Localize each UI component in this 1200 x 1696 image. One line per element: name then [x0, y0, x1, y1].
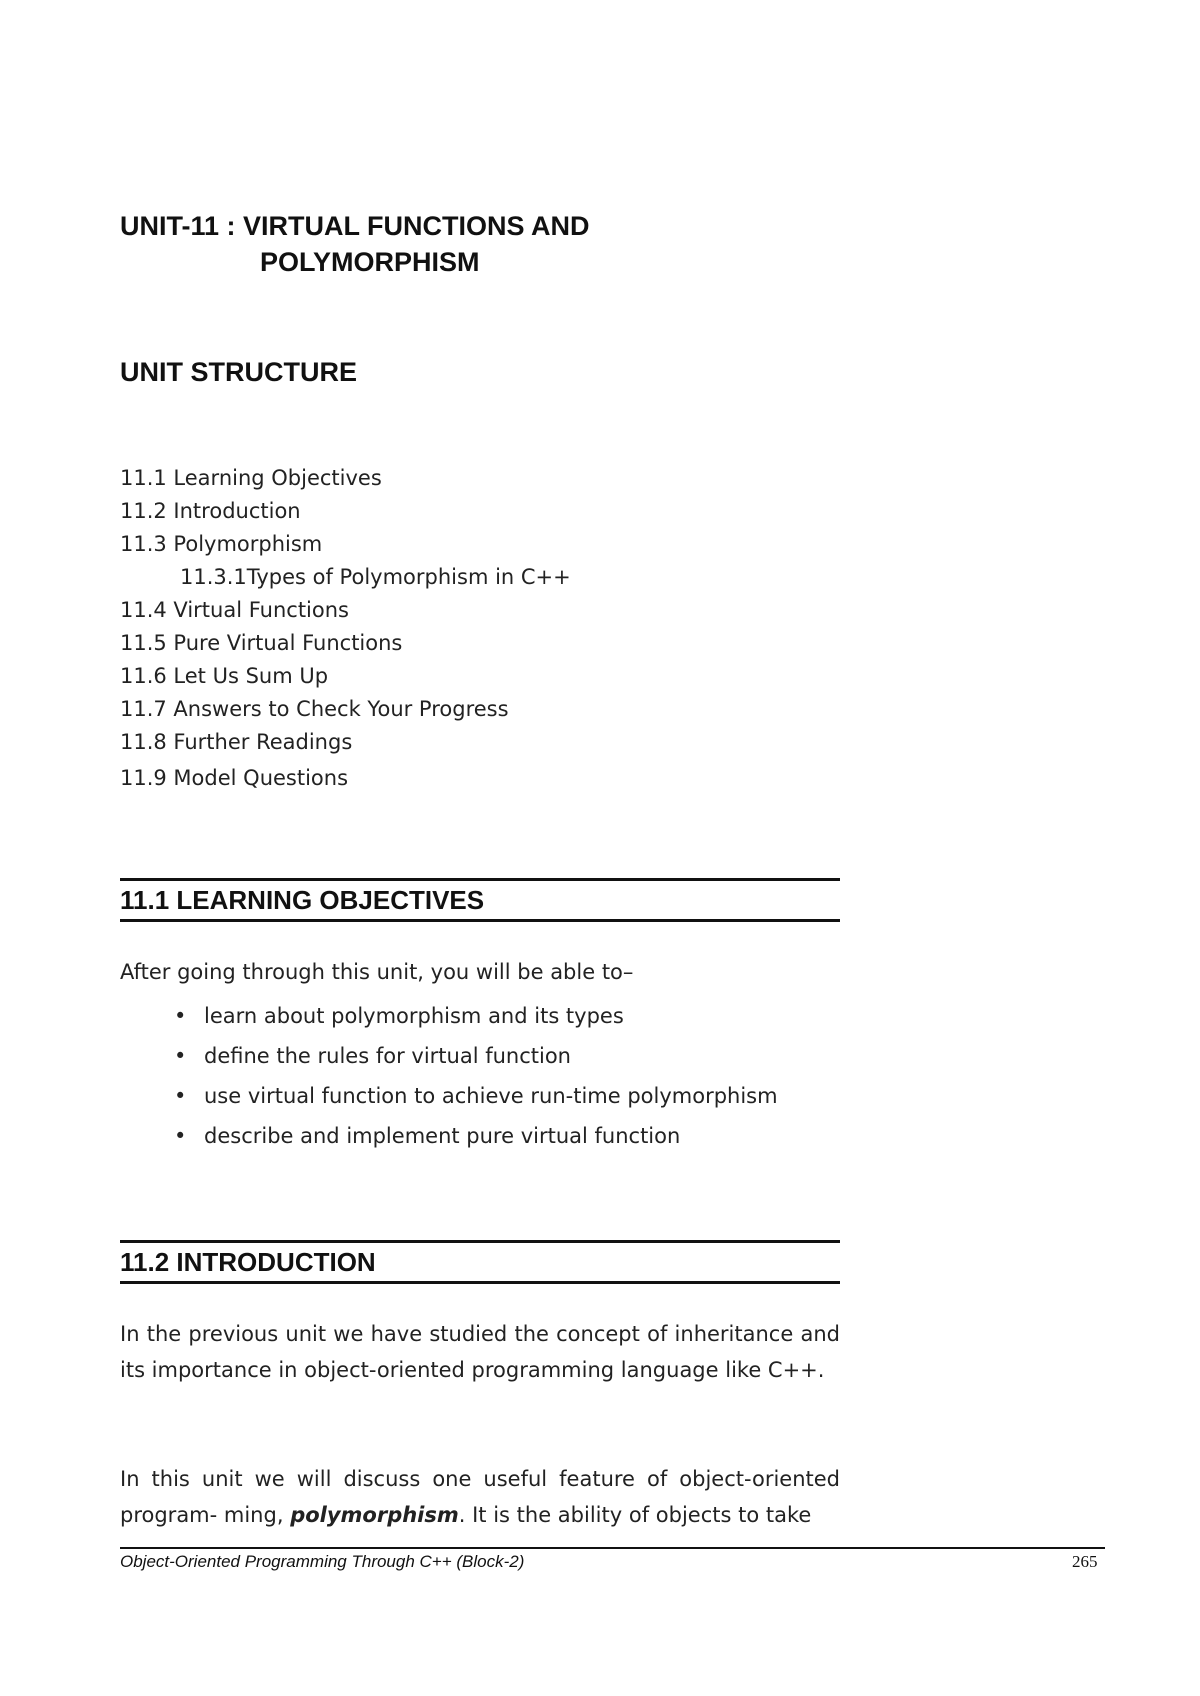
list-item-text: define the rules for virtual function	[204, 1044, 571, 1068]
list-item-text: use virtual function to achieve run-time polymorphism	[204, 1084, 778, 1108]
unit-title-line1: UNIT-11 : VIRTUAL FUNCTIONS AND	[120, 211, 590, 241]
unit-structure-heading: UNIT STRUCTURE	[120, 357, 357, 387]
section-heading-learning-objectives: 11.1 LEARNING OBJECTIVES	[120, 885, 485, 915]
list-item-text: describe and implement pure virtual function	[204, 1124, 681, 1148]
page-number: 265	[1072, 1552, 1098, 1571]
intro-paragraph-2	[120, 1461, 840, 1533]
bullet-icon: •	[174, 1084, 187, 1108]
list-item	[172, 1002, 778, 1042]
list-item-text: learn about polymorphism and its types	[204, 1004, 624, 1028]
toc-item: 11.5 Pure Virtual Functions	[120, 631, 403, 655]
toc-item: 11.6 Let Us Sum Up	[120, 664, 329, 688]
intro-paragraph-1: In the previous unit we have studied the concept of inheritance and its importance in object-oriented programming language like C++.	[120, 1322, 840, 1382]
list-item	[172, 1042, 778, 1082]
unit-title	[120, 208, 590, 280]
section-heading-band	[120, 1240, 840, 1284]
list-item	[172, 1122, 778, 1162]
toc-item: 11.3 Polymorphism	[120, 532, 323, 556]
section-heading-introduction: 11.2 INTRODUCTION	[120, 1247, 376, 1277]
footer-book-title: Object-Oriented Programming Through C++ (Block-2)	[120, 1552, 525, 1571]
toc-item: 11.1 Learning Objectives	[120, 466, 382, 490]
objectives-list	[172, 1002, 778, 1162]
footer-divider	[120, 1547, 1105, 1549]
emphasis-term: polymorphism	[290, 1503, 459, 1527]
toc-subitem: 11.3.1Types of Polymorphism in C++	[180, 565, 571, 589]
toc-item: 11.8 Further Readings	[120, 730, 353, 754]
unit-title-line2: POLYMORPHISM	[260, 247, 480, 277]
paragraph-text: In this unit we will discuss one useful feature of object-oriented program- ming,	[120, 1467, 840, 1527]
paragraph-text: . It is the ability of objects to take	[458, 1503, 812, 1527]
objectives-intro: After going through this unit, you will be able to–	[120, 960, 634, 984]
toc-item: 11.9 Model Questions	[120, 766, 349, 790]
list-item	[172, 1082, 778, 1122]
toc-item: 11.7 Answers to Check Your Progress	[120, 697, 509, 721]
bullet-icon: •	[174, 1124, 187, 1148]
section-heading-band	[120, 878, 840, 922]
bullet-icon: •	[174, 1044, 187, 1068]
toc-item: 11.2 Introduction	[120, 499, 301, 523]
bullet-icon: •	[174, 1004, 187, 1028]
toc-item: 11.4 Virtual Functions	[120, 598, 349, 622]
